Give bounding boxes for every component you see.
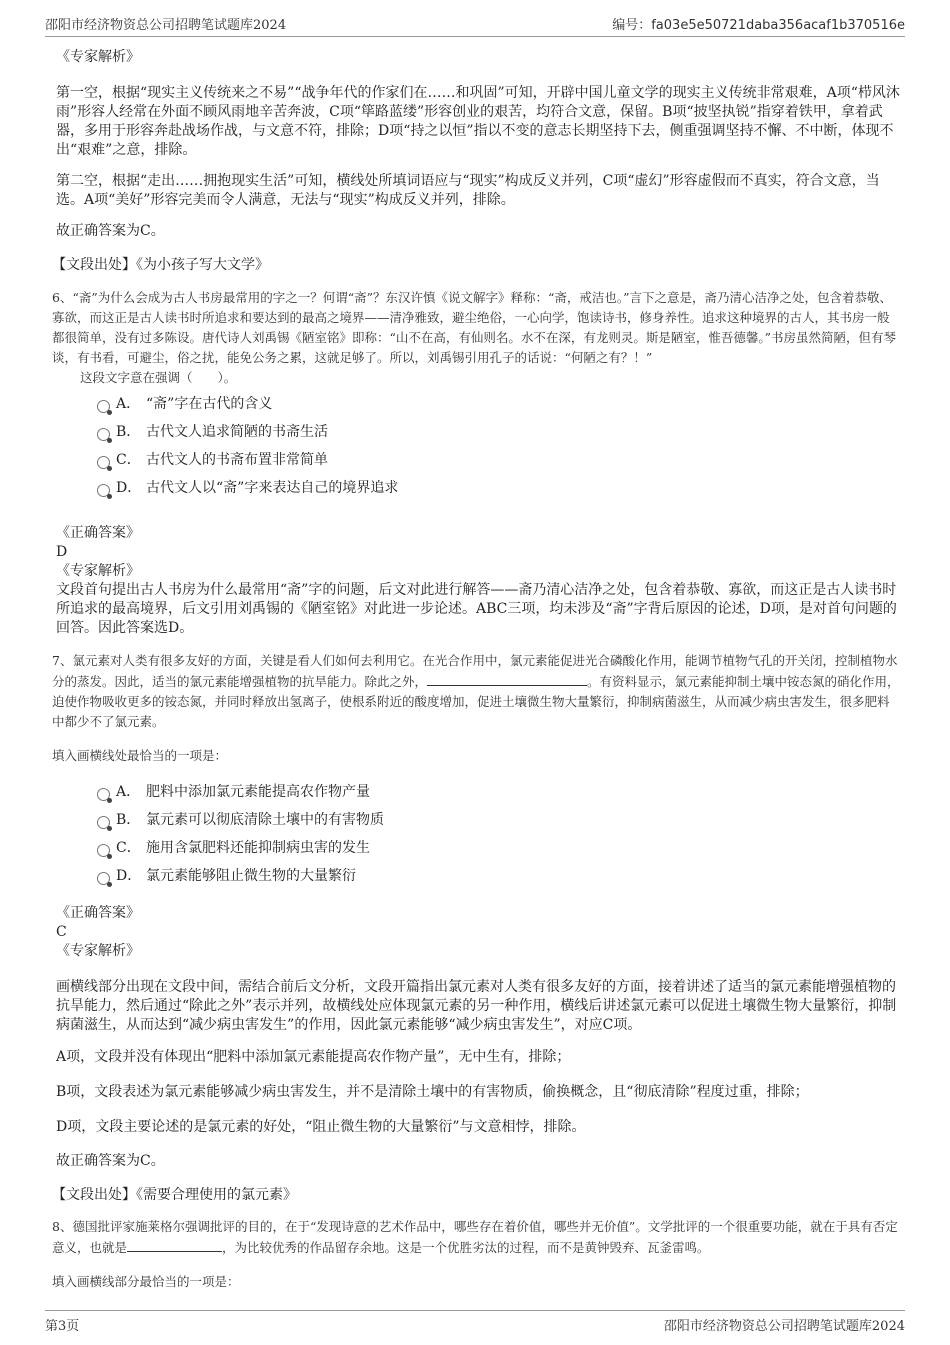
option-text: 施用含氯肥料还能抑制病虫害的发生 (146, 840, 370, 856)
q6-answer-title: 《正确答案》 (56, 525, 140, 541)
q5-analysis-title: 《专家解析》 (56, 49, 140, 65)
q7-analysis-title: 《专家解析》 (56, 943, 140, 959)
q8-stem (52, 1217, 900, 1258)
radio-button-icon[interactable] (97, 400, 110, 413)
q6-analysis: 文段首句提出古人书房为什么最常用“斋”字的问题，后文对此进行解答——斋乃清心洁净之处，包含着恭敬、寡欲，而这正是古人读书时所追求的最高境界，后文引用刘禹锡的《陋室铭》对此进一步论述。ABC三项，均未涉及“斋”字背后原因的论述，D项，是对首句问题的回答。因此答案选D。 (56, 582, 897, 636)
footer-title: 邵阳市经济物资总公司招聘笔试题库2024 (663, 1319, 905, 1334)
radio-button-icon[interactable] (97, 788, 110, 801)
page-footer (45, 1310, 905, 1337)
option-text: 古代文人追求简陋的书斋生活 (146, 424, 328, 440)
q7-stem-before: 7、氯元素对人类有很多友好的方面，关键是看人们如何去利用它。在光合作用中，氯元素能促进光合磷酸化作用，能调节植物气孔的开关闭，控制植物水分的蒸发。因此，适当的氯元素能增强植物的抗旱能力。除此之外， (52, 653, 898, 689)
q7-option-d[interactable] (56, 866, 900, 894)
option-letter: C． (116, 840, 141, 856)
q5-source: 【文段出处】《为小孩子写大文学》 (52, 257, 269, 273)
page-header (45, 10, 905, 37)
q7-conclusion: 故正确答案为C。 (56, 1153, 165, 1169)
q6-option-c[interactable] (56, 450, 900, 478)
q6-option-d[interactable] (56, 478, 900, 506)
fill-blank (127, 1237, 222, 1252)
option-letter: B． (116, 424, 141, 440)
q6-analysis-title: 《专家解析》 (56, 563, 140, 579)
option-letter: C． (116, 452, 141, 468)
option-letter: A． (116, 396, 141, 412)
q7-answer: C (56, 924, 67, 940)
option-letter: A． (116, 784, 141, 800)
fill-blank (427, 671, 587, 686)
q6-stem: 6、“斋”为什么会成为古人书房最常用的字之一？何谓“斋”？东汉许慎《说文解字》释称：“斋，戒洁也。”言下之意是，斋乃清心洁净之处，包含着恭敬、寡欲，而这正是古人读书时所追求和要达到的最高之境界——清净雅致，避尘绝俗，一心向学，饱读诗书，修身养性。追求这种境界的古人，其书房一般都很简单，没有过多陈设。唐代诗人刘禹锡《陋室铭》即称：“山不在高，有仙则名。水不在深，有龙则灵。斯是陋室，惟吾德馨。”书房虽然简陋，但有琴谈，有书看，可避尘，俗之扰，能免公务之累，这就足够了。所以，刘禹锡引用孔子的话说：“何陋之有？！” (52, 290, 897, 365)
page-content (52, 40, 900, 1292)
q7-answer-title: 《正确答案》 (56, 905, 140, 921)
q6-question: 这段文字意在强调（ ）。 (80, 370, 237, 385)
q6-options (56, 394, 900, 506)
radio-button-icon[interactable] (97, 484, 110, 497)
q7-option-b[interactable] (56, 810, 900, 838)
option-letter: B． (116, 812, 141, 828)
option-text: 古代文人以“斋”字来表达自己的境界追求 (146, 480, 399, 496)
q7-option-a[interactable] (56, 782, 900, 810)
q6-option-a[interactable] (56, 394, 900, 422)
q7-option-c[interactable] (56, 838, 900, 866)
q6-answer: D (56, 544, 68, 560)
radio-button-icon[interactable] (97, 456, 110, 469)
q5-conclusion: 故正确答案为C。 (56, 223, 165, 239)
option-text: 氯元素能够阻止微生物的大量繁衍 (146, 868, 356, 884)
q8-stem-after: ，为比较优秀的作品留存余地。这是一个优胜劣汰的过程，而不是黄钟毁弃、瓦釜雷鸣。 (222, 1240, 710, 1255)
q7-analysis-1: 画横线部分出现在文段中间，需结合前后文分析，文段开篇指出氯元素对人类有很多友好的方面，接着讲述了适当的氯元素能增强植物的抗旱能力，然后通过“除此之外”表示并列，故横线处应体现氯元素的另一种作用，横线后讲述氯元素可以促进土壤微生物大量繁衍，抑制病菌滋生，从而达到“减少病虫害发生”的作用，因此氯元素能够“减少病虫害发生”，对应C项。 (56, 979, 897, 1033)
q6-option-b[interactable] (56, 422, 900, 450)
q7-options (56, 782, 900, 894)
header-serial: 编号：fa03e5e50721daba356acaf1b370516e (612, 18, 905, 33)
q7-stem (52, 651, 900, 732)
q8-question: 填入画横线部分最恰当的一项是： (52, 1274, 240, 1289)
q7-analysis-4: D项，文段主要论述的是氯元素的好处，“阻止微生物的大量繁衍”与文意相悖，排除。 (56, 1119, 586, 1135)
header-title: 邵阳市经济物资总公司招聘笔试题库2024 (45, 18, 287, 33)
option-letter: D． (116, 868, 142, 884)
radio-button-icon[interactable] (97, 428, 110, 441)
q7-analysis-2: A项，文段并没有体现出“肥料中添加氯元素能提高农作物产量”，无中生有，排除； (56, 1049, 571, 1065)
q7-analysis-3: B项，文段表述为氯元素能够减少病虫害发生，并不是清除土壤中的有害物质，偷换概念，且“彻底清除”程度过重，排除； (56, 1084, 809, 1100)
option-text: 氯元素可以彻底清除土壤中的有害物质 (146, 812, 384, 828)
option-letter: D． (116, 480, 142, 496)
q7-source: 【文段出处】《需要合理使用的氯元素》 (52, 1187, 297, 1203)
q7-question: 填入画横线处最恰当的一项是： (52, 748, 228, 763)
q5-analysis-para2: 第二空，根据“走出……拥抱现实生活”可知，横线处所填词语应与“现实”构成反义并列，C项“虚幻”形容虚假而不真实，符合文意，当选。A项“美好”形容完美而令人满意，无法与“现实”构成反义并列，排除。 (56, 173, 880, 208)
radio-button-icon[interactable] (97, 844, 110, 857)
option-text: “斋”字在古代的含义 (146, 396, 273, 412)
q5-analysis-para1: 第一空，根据“现实主义传统来之不易”“战争年代的作家们在……和巩固”可知，开辟中国儿童文学的现实主义传统非常艰难，A项“栉风沐雨”形容人经常在外面不顾风雨地辛苦奔波，C项“筚路蓝缕”形容创业的艰苦，均符合文意，保留。B项“披坚执锐”指穿着铁甲，拿着武器，多用于形容奔赴战场作战，与文意不符，排除；D项“持之以恒”指以不变的意志长期坚持下去，侧重强调坚持不懈、不中断，体现不出“艰难”之意，排除。 (56, 85, 900, 158)
footer-page-number: 第3页 (45, 1319, 80, 1334)
option-text: 肥料中添加氯元素能提高农作物产量 (146, 784, 370, 800)
radio-button-icon[interactable] (97, 872, 110, 885)
radio-button-icon[interactable] (97, 816, 110, 829)
q7-stem-after: 。有资料显示，氯元素能抑制土壤中铵态氮的硝化作用，迫使作物吸收更多的铵态氮，并同时释放出氢离子，使根系附近的酸度增加，促进土壤微生物大量繁衍，抑制病菌滋生，从而减少病虫害发生，很多肥料中都少不了氯元素。 (52, 674, 900, 729)
q8-stem-before: 8、德国批评家施莱格尔强调批评的目的，在于“发现诗意的艺术作品中，哪些存在着价值，哪些并无价值”。文学批评的一个很重要功能，就在于具有否定意义，也就是 (52, 1219, 898, 1255)
option-text: 古代文人的书斋布置非常简单 (146, 452, 328, 468)
